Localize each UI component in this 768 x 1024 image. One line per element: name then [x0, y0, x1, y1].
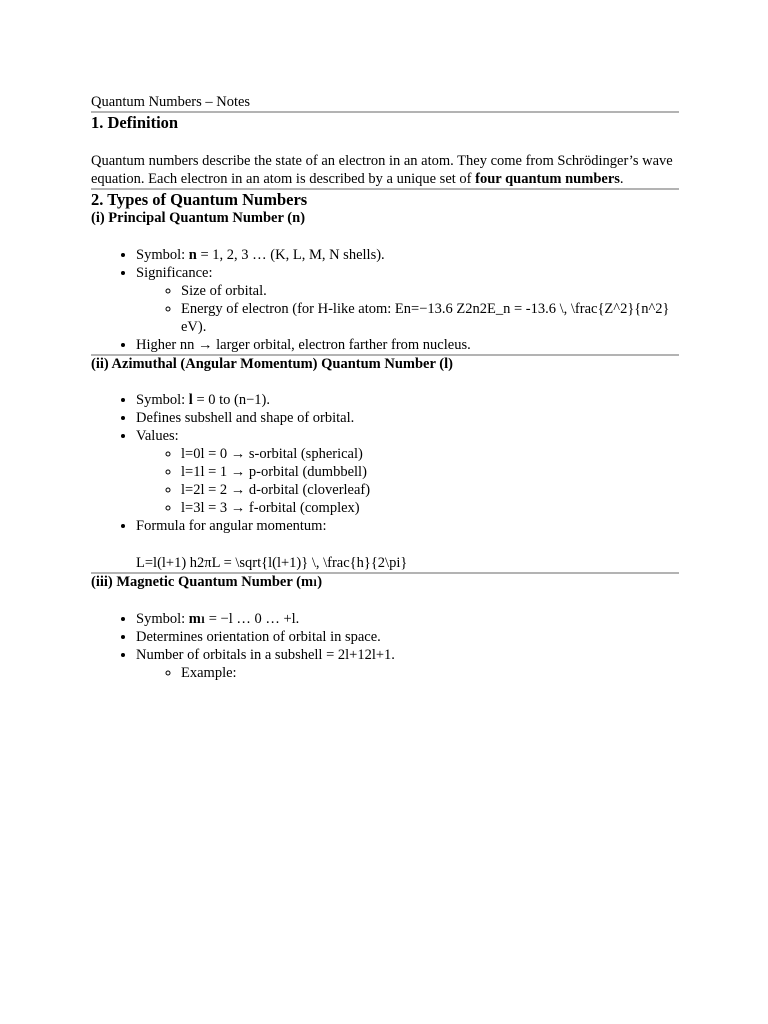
angular-momentum-formula: L=l(l+1) h2πL = \sqrt{l(l+1)} \, \frac{h}{2\pi} — [136, 555, 408, 571]
list-item: • Higher nn → larger orbital, electron farther from nucleus. — [136, 336, 679, 354]
list-item — [136, 517, 679, 572]
sub-list-item: ◦ Energy of electron (for H-like atom: En=−13.6 Z2n2E_n = -13.6 \, \frac{Z^2}{n^2} eV). — [181, 300, 679, 336]
symbol-values: = 1, 2, 3 … (K, L, M, N shells). — [196, 246, 385, 263]
definition-bold-text: four quantum numbers — [475, 170, 620, 187]
list-item: • Determines orientation of orbital in space. — [136, 628, 679, 646]
symbol-label: Symbol: — [136, 392, 189, 408]
section-types-heading: 2. Types of Quantum Numbers — [91, 190, 308, 209]
symbol-label: Symbol: — [136, 610, 189, 627]
sub-list-item: ◦ Example: — [181, 664, 679, 682]
azimuthal-list — [91, 391, 679, 572]
values-sublist — [136, 445, 679, 517]
document-content — [91, 94, 679, 682]
definition-period: . — [619, 170, 624, 187]
significance-label: Significance: — [136, 264, 213, 281]
list-item — [136, 264, 679, 336]
list-item — [136, 610, 679, 628]
list-item — [136, 246, 679, 264]
example-sublist — [136, 664, 679, 682]
principal-heading: (i) Principal Quantum Number (n) — [91, 210, 306, 226]
list-item — [136, 391, 679, 409]
significance-sublist — [136, 282, 679, 336]
document-title: Quantum Numbers – Notes — [91, 94, 251, 110]
orbital-count-text: Number of orbitals in a subshell = 2l+12l+1. — [136, 646, 395, 663]
symbol-variable: mₗ — [188, 610, 206, 627]
formula-label: Formula for angular momentum: — [136, 518, 327, 534]
symbol-variable: n — [188, 246, 197, 263]
magnetic-list — [91, 610, 679, 682]
list-item: • Defines subshell and shape of orbital. — [136, 409, 679, 427]
symbol-values: = 0 to (n−1). — [192, 392, 270, 408]
principal-list — [91, 246, 679, 354]
symbol-label: Symbol: — [136, 246, 189, 263]
symbol-values: = −l … 0 … +l. — [205, 610, 300, 627]
sub-list-item: ◦ l=1l = 1 → p-orbital (dumbbell) — [181, 463, 679, 481]
sub-list-item: ◦ l=2l = 2 → d-orbital (cloverleaf) — [181, 481, 679, 499]
list-item — [136, 646, 679, 682]
definition-paragraph — [91, 153, 679, 188]
azimuthal-heading: (ii) Azimuthal (Angular Momentum) Quantum Number (l) — [91, 355, 453, 372]
list-item — [136, 427, 679, 517]
values-label: Values: — [136, 428, 179, 444]
magnetic-heading: (iii) Magnetic Quantum Number (mₗ) — [91, 574, 323, 590]
sub-list-item: ◦ Size of orbital. — [181, 282, 679, 300]
definition-text: Quantum numbers describe the state of an electron in an atom. They come from Schrödinger’s wave equation. Each electron in an atom is described by a unique set of — [91, 153, 673, 187]
symbol-variable: l — [188, 392, 193, 408]
sub-list-item: ◦ l=0l = 0 → s-orbital (spherical) — [181, 445, 679, 463]
sub-list-item: ◦ l=3l = 3 → f-orbital (complex) — [181, 499, 679, 517]
section-definition-heading: 1. Definition — [91, 113, 179, 132]
